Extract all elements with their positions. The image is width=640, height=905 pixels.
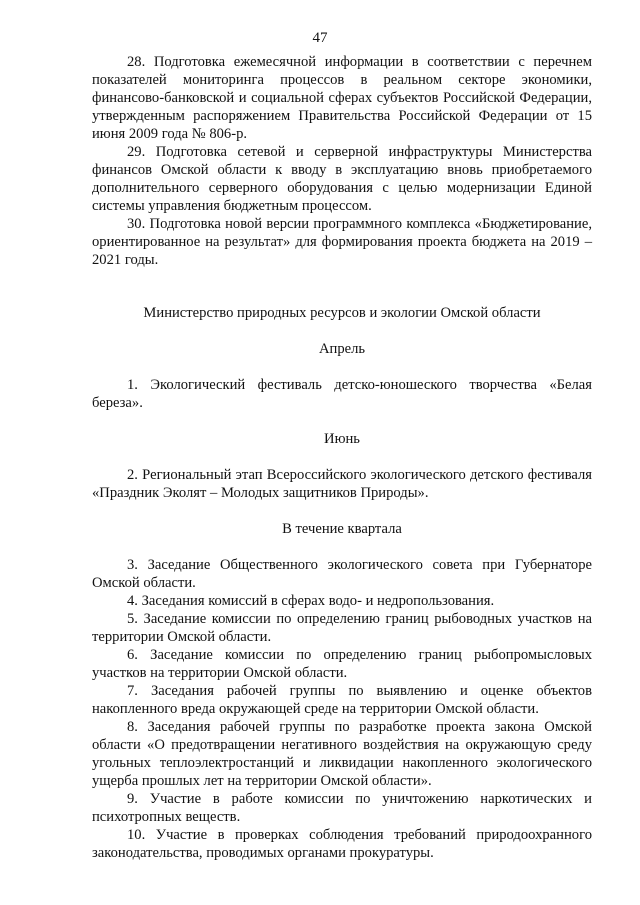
list-item-6: 6. Заседание комиссии по определению границ рыбопромысловых участков на территории Омской области. [92,647,592,681]
document-body [92,53,592,862]
list-item-2: 2. Региональный этап Всероссийского экологического детского фестиваля «Праздник Эколят – Молодых защитников Природы». [92,467,592,501]
list-item-28: 28. Подготовка ежемесячной информации в соответствии с перечнем показателей мониторинга процессов в реальном секторе экономики, финансово-банковской и социальной сферах субъектов Российской Федерации, утвержденным распоряжением Правительства Российской Федерации от 15 июня 2009 года № 806-р. [92,54,592,142]
page-number: 47 [312,30,328,46]
list-item-5: 5. Заседание комиссии по определению границ рыбоводных участков на территории Омской области. [92,611,592,645]
ministry-heading: Министерство природных ресурсов и экологии Омской области [143,305,541,321]
list-item-30: 30. Подготовка новой версии программного комплекса «Бюджетирование, ориентированное на результат» для формирования проекта бюджета на 2019 – 2021 годы. [92,216,592,268]
list-item-4: 4. Заседания комиссий в сферах водо- и недропользования. [127,593,495,609]
list-item-8: 8. Заседания рабочей группы по разработке проекта закона Омской области «О предотвращении негативного воздействия на окружающую среду угольных теплоэлектростанций и ликвидации накопленного экологического ущерба прошлых лет на территории Омской области». [92,719,592,789]
list-item-10: 10. Участие в проверках соблюдения требований природоохранного законодательства, проводимых органами прокуратуры. [92,827,592,861]
quarter-heading: В течение квартала [282,521,402,537]
list-item-9: 9. Участие в работе комиссии по уничтожению наркотических и психотропных веществ. [92,791,592,825]
list-item-3: 3. Заседание Общественного экологического совета при Губернаторе Омской области. [92,557,592,591]
list-item-7: 7. Заседания рабочей группы по выявлению и оценке объектов накопленного вреда окружающей среде на территории Омской области. [92,683,592,717]
list-item-29: 29. Подготовка сетевой и серверной инфраструктуры Министерства финансов Омской области к вводу в эксплуатацию вновь приобретаемого дополнительного серверного оборудования с целью модернизации Единой системы управления бюджетным процессом. [92,144,592,214]
month-heading-april: Апрель [318,341,366,357]
month-heading-june: Июнь [324,431,360,447]
list-item-1: 1. Экологический фестиваль детско-юношеского творчества «Белая береза». [92,377,592,411]
